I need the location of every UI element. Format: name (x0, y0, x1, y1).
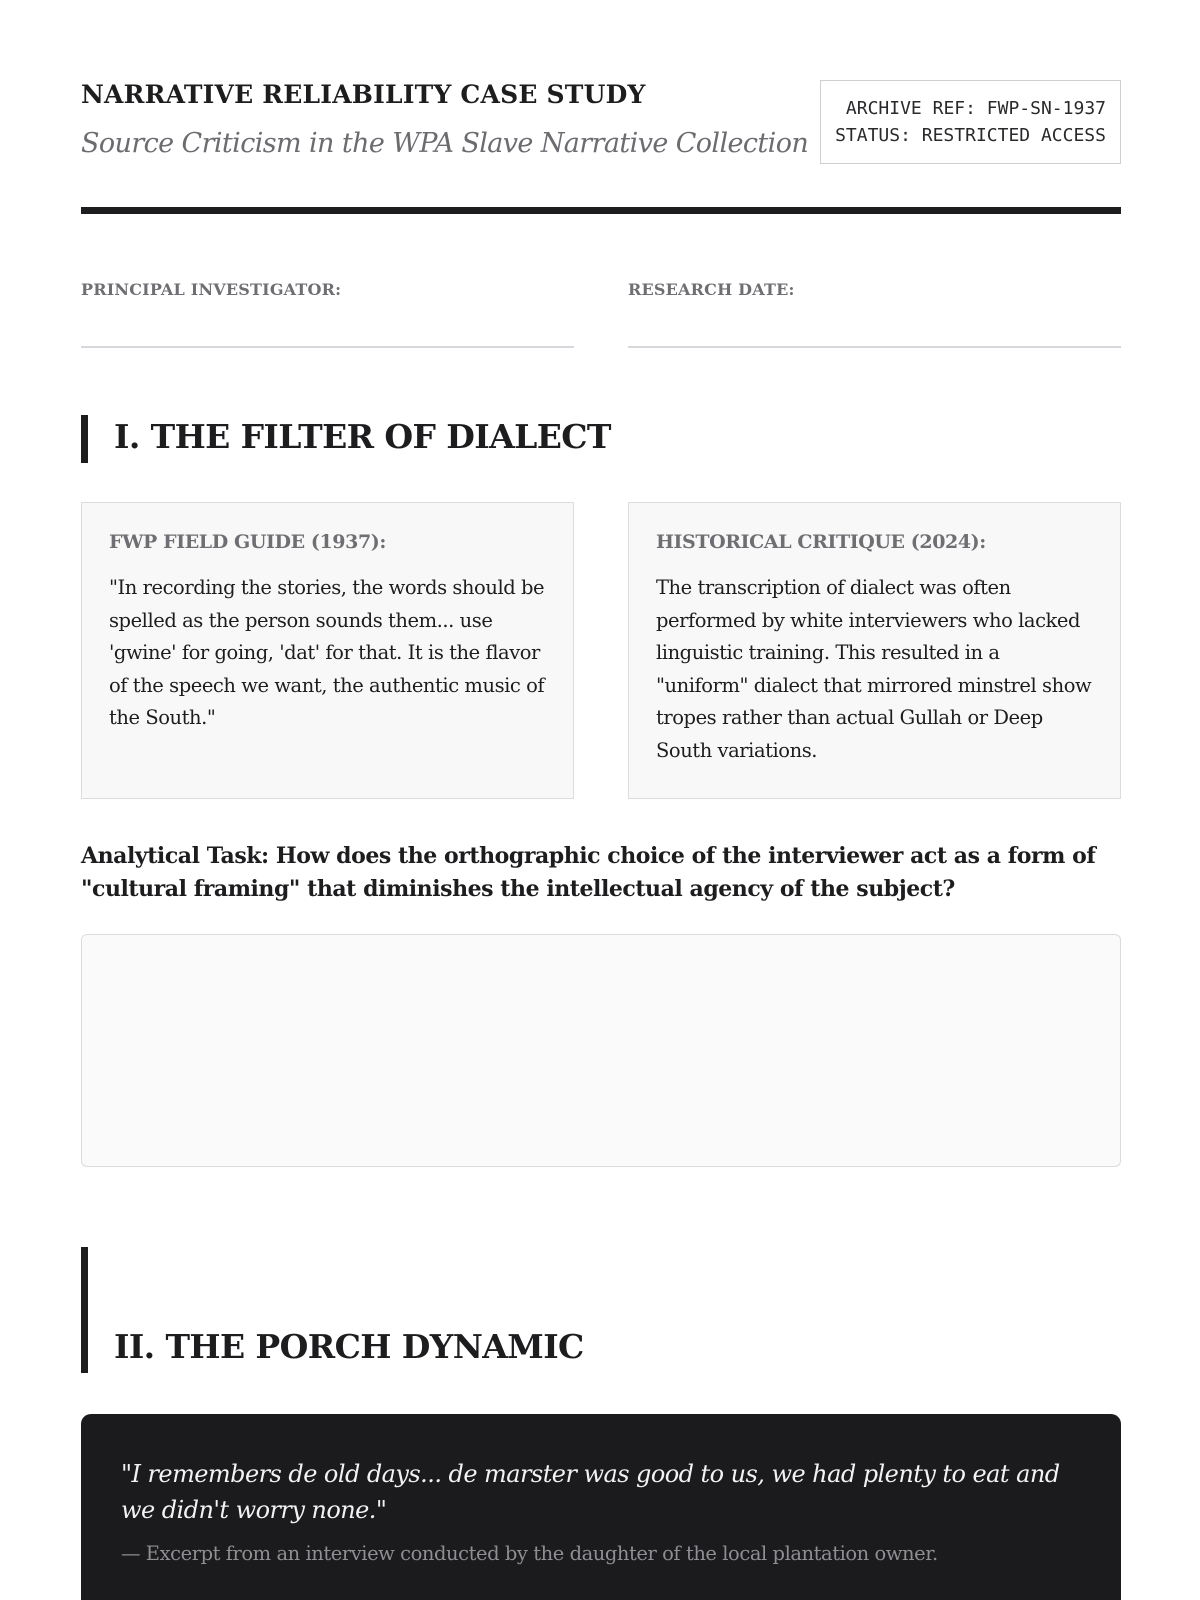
field-guide-source (81, 502, 574, 799)
field-guide-text: "In recording the stories, the words should be spelled as the person sounds them... use 'gwine' for going, 'dat' for that. It is the flavor of the speech we want, the authentic music of the South." (109, 576, 545, 729)
access-status: STATUS: RESTRICTED ACCESS (835, 125, 1106, 146)
archive-reference-box (820, 80, 1121, 164)
investigator-underline (81, 346, 574, 348)
research-date-label: RESEARCH DATE: (628, 280, 795, 299)
analytical-task-prompt: Analytical Task: How does the orthographic choice of the interviewer act as a form of "cultural framing" that diminishes the intellectual agency of the subject? (81, 843, 1096, 902)
research-date-field[interactable] (628, 280, 1121, 299)
document-title: NARRATIVE RELIABILITY CASE STUDY (81, 80, 646, 109)
document-header (81, 80, 1121, 210)
analytical-task-answer[interactable] (81, 934, 1121, 1167)
quote-attribution: — Excerpt from an interview conducted by the daughter of the local plantation owner. (121, 1542, 938, 1565)
investigator-label: PRINCIPAL INVESTIGATOR: (81, 280, 342, 299)
section-1-heading (81, 415, 1121, 463)
document-subtitle: Source Criticism in the WPA Slave Narrative Collection (81, 128, 809, 159)
historical-critique-source (628, 502, 1121, 799)
archive-ref: ARCHIVE REF: FWP-SN-1937 (845, 98, 1106, 119)
section-2-accent-bar (81, 1247, 88, 1373)
investigator-field[interactable] (81, 280, 574, 299)
section-2-title: II. THE PORCH DYNAMIC (114, 1327, 584, 1366)
interview-quote-card (81, 1414, 1121, 1600)
header-divider (81, 207, 1121, 214)
historical-critique-text: The transcription of dialect was often performed by white interviewers who lacked linguistic training. This resulted in a "uniform" dialect that mirrored minstrel show tropes rather than actual Gullah or Deep South variations. (656, 576, 1092, 762)
field-guide-label: FWP FIELD GUIDE (1937): (109, 531, 386, 553)
section-1-accent-bar (81, 415, 88, 463)
historical-critique-label: HISTORICAL CRITIQUE (2024): (656, 531, 986, 553)
research-date-underline (628, 346, 1121, 348)
interview-quote: "I remembers de old days... de marster was good to us, we had plenty to eat and we didn't worry none." (121, 1460, 1060, 1524)
section-1-title: I. THE FILTER OF DIALECT (114, 417, 611, 456)
section-2-heading (81, 1247, 1121, 1373)
